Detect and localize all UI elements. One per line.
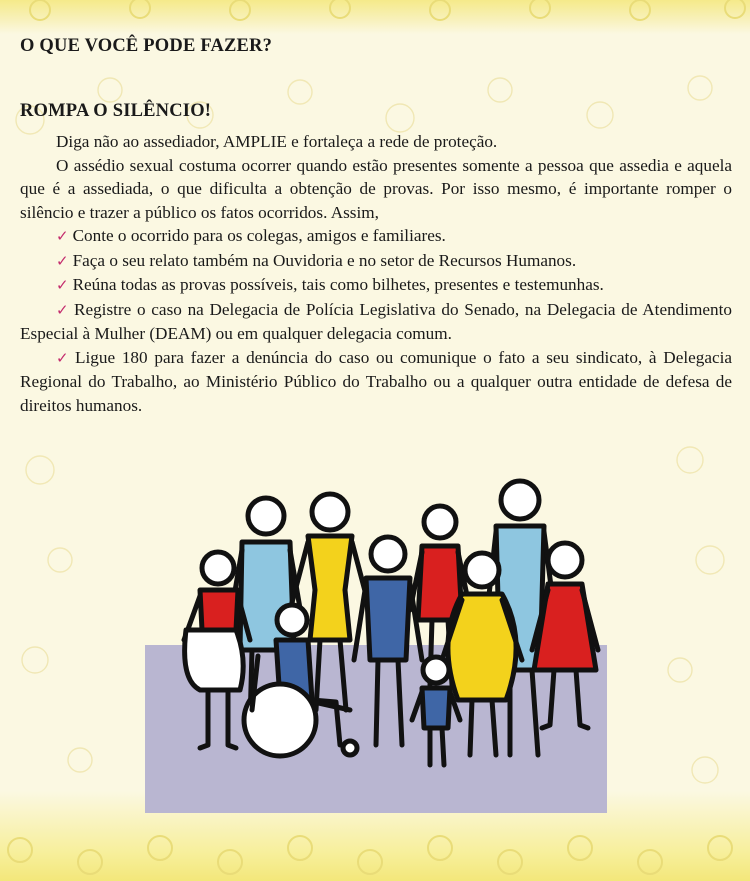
intro-paragraph: Diga não ao assediador, AMPLIE e fortaleça a rede de proteção.: [56, 132, 498, 151]
people-group-illustration: [140, 470, 610, 830]
checkmark-icon: ✓: [56, 276, 69, 294]
checkmark-icon: ✓: [56, 251, 69, 270]
action-item: ✓ Reúna todas as provas possíveis, tais como bilhetes, presentes e testemunhas.: [56, 275, 604, 294]
action-item: ✓ Conte o ocorrido para os colegas, amigos e familiares.: [56, 226, 446, 245]
action-item: ✓ Registre o caso na Delegacia de Polícia Legislativa do Senado, na Delegacia de Atendimento Especial à Mulher (DEAM) ou em qualquer delegacia comum.: [20, 299, 732, 343]
body-paragraph: O assédio sexual costuma ocorrer quando estão presentes somente a pessoa que assedia e aquela que é a assediada, o que dificulta a obtenção de provas. Por isso mesmo, é importante romper o silêncio e trazer a público os fatos ocorridos. Assim,: [20, 155, 732, 222]
checkmark-icon: ✓: [56, 348, 72, 367]
action-item: ✓ Ligue 180 para fazer a denúncia do caso ou comunique o fato a seu sindicato, à Delegacia Regional do Trabalho, ao Ministério Público do Trabalho ou a qualquer outra entidade de defesa de direitos humanos.: [20, 347, 732, 415]
checkmark-icon: ✓: [56, 227, 69, 245]
checkmark-icon: ✓: [56, 300, 70, 319]
section-title: O QUE VOCÊ PODE FAZER?: [20, 36, 273, 56]
action-item: ✓ Faça o seu relato também na Ouvidoria e no setor de Recursos Humanos.: [56, 250, 577, 270]
subtitle: ROMPA O SILÊNCIO!: [20, 101, 212, 121]
document-body: [20, 36, 732, 417]
